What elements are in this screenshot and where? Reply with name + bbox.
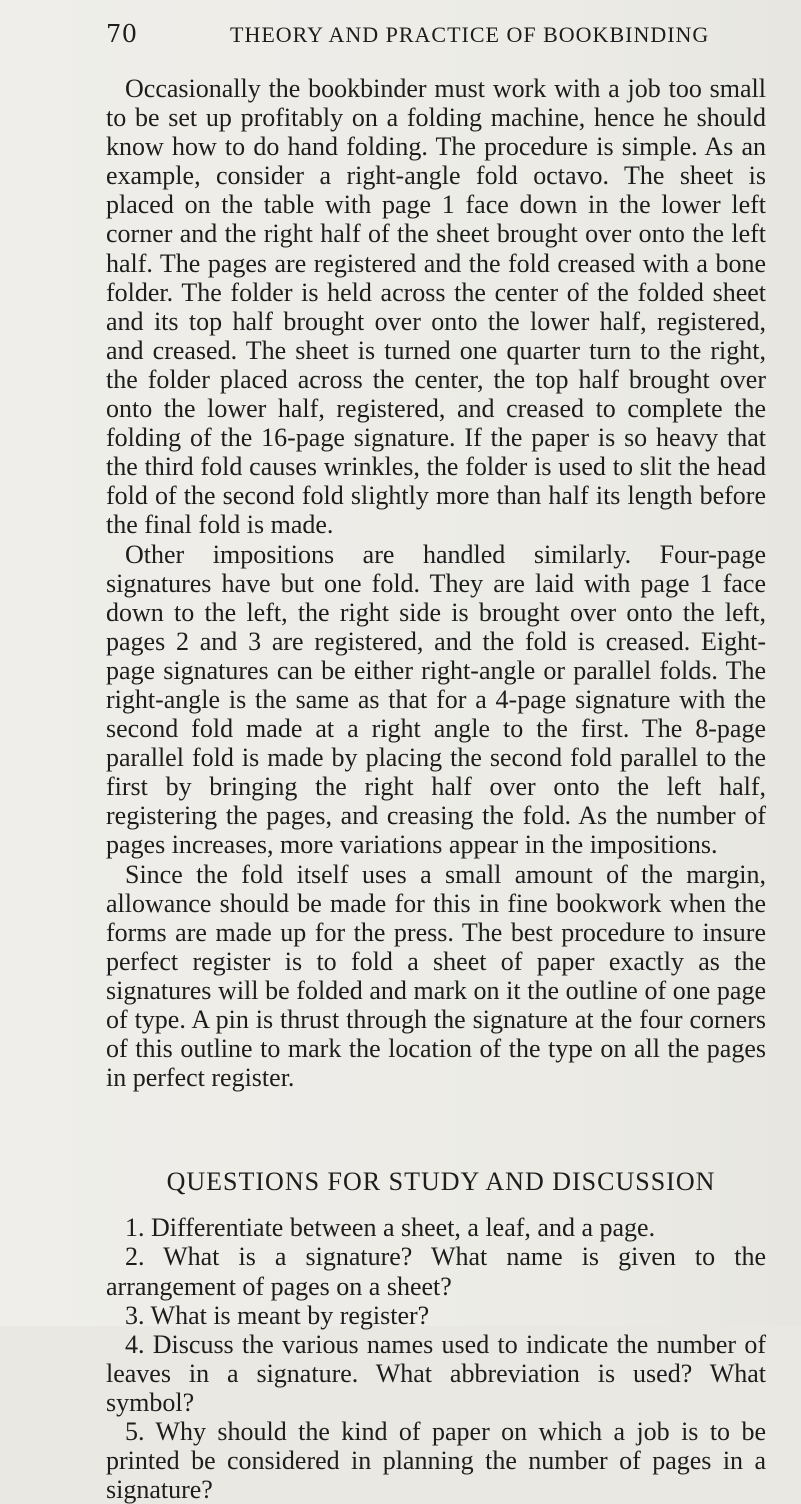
question-item: 5. Why should the kind of paper on which a job is to be printed be considered in planning the number of pages in a signature?	[106, 1417, 766, 1504]
running-title: THEORY AND PRACTICE OF BOOKBINDING	[230, 22, 710, 47]
question-item: 4. Discuss the various names used to indicate the number of leaves in a signature. What abbreviation is used? What symbol?	[106, 1329, 766, 1417]
question-item: 1. Differentiate between a sheet, a leaf, and a page.	[125, 1213, 656, 1243]
running-head	[106, 20, 768, 48]
question-item: 3. What is meant by register?	[125, 1300, 430, 1330]
questions-heading: QUESTIONS FOR STUDY AND DISCUSSION	[166, 1167, 716, 1197]
main-text	[106, 74, 766, 1504]
paragraph: Other impositions are handled similarly. Four-page signatures have but one fold. They are laid with page 1 face down to the left, the right side is brought over onto the left, pages 2 and 3 are registered, and the fold is creased. Eight-page signatures can be either right-angle or parallel folds. The right-angle is the same as that for a 4-page signature with the second fold made at a right angle to the first. The 8-page parallel fold is made by placing the second fold parallel to the first by bringing the right half over onto the left half, registering the pages, and creasing the fold. As the number of pages increases, more variations appear in the impositions.	[106, 539, 766, 860]
question-item: 2. What is a signature? What name is given to the arrangement of pages on a sheet?	[106, 1242, 766, 1301]
paragraph: Since the fold itself uses a small amount of the margin, allowance should be made for this in fine bookwork when the forms are made up for the press. The best procedure to insure perfect register is to fold a sheet of paper exactly as the signatures will be folded and mark on it the outline of one page of type. A pin is thrust through the signature at the four corners of this outline to mark the location of the type on all the pages in perfect register.	[106, 859, 766, 1093]
paragraph: Occasionally the bookbinder must work with a job too small to be set up profitably on a folding machine, hence he should know how to do hand folding. The procedure is simple. As an example, consider a right-angle fold octavo. The sheet is placed on the table with page 1 face down in the lower left corner and the right half of the sheet brought over onto the left half. The pages are registered and the fold creased with a bone folder. The folder is held across the center of the folded sheet and its top half brought over onto the lower half, registered, and creased. The sheet is turned one quarter turn to the right, the folder placed across the center, the top half brought over onto the lower half, registered, and creased to complete the folding of the 16-page signature. If the paper is so heavy that the third fold causes wrinkles, the folder is used to slit the head fold of the second fold slightly more than half its length before the final fold is made.	[106, 74, 766, 540]
page-number: 70	[106, 20, 138, 48]
